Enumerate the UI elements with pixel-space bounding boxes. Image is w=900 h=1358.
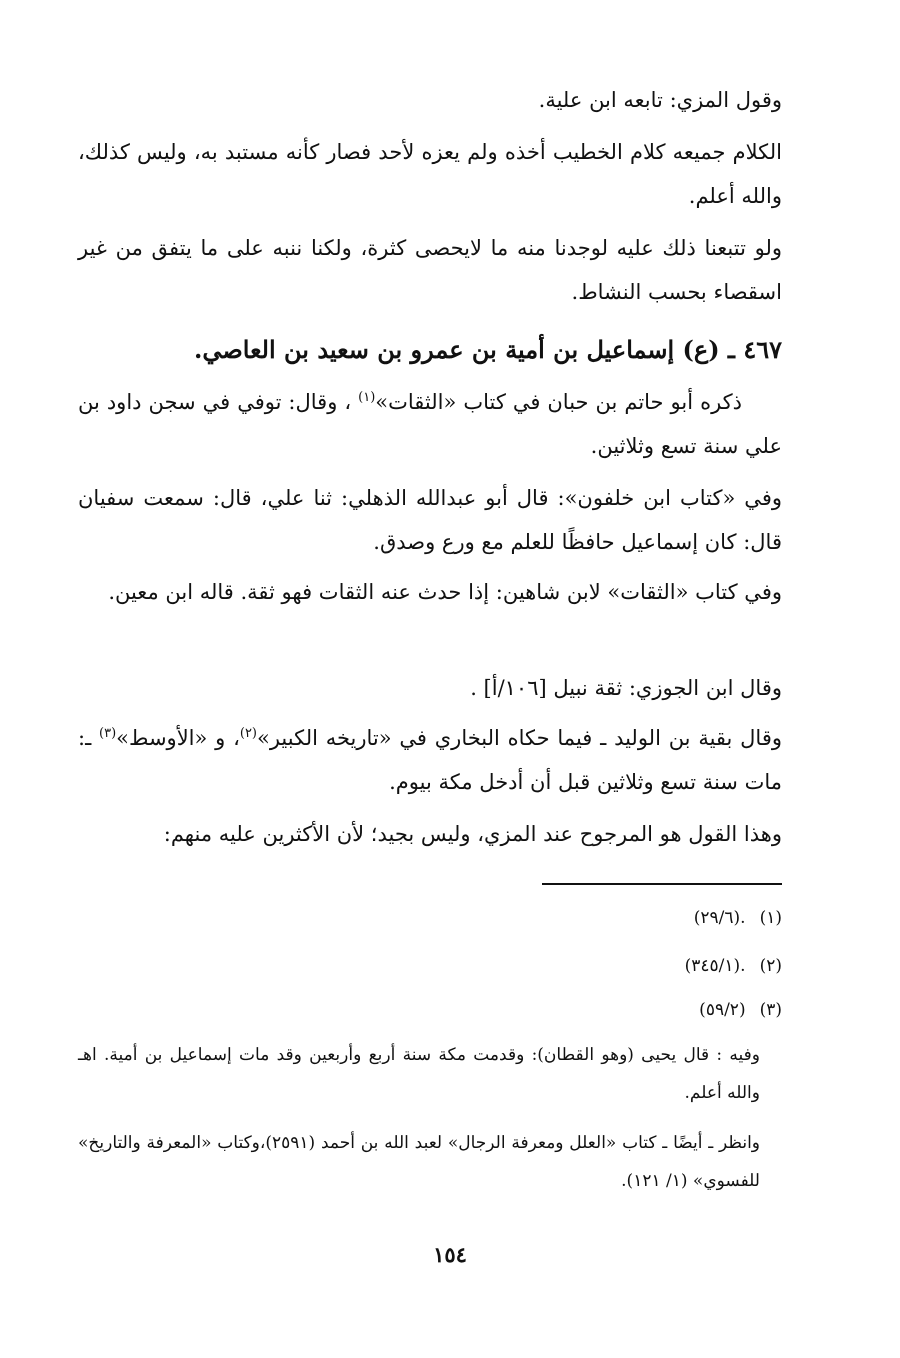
footnote-number: (٢) — [759, 956, 782, 976]
footnote-note-text: وانظر ـ أيضًا ـ كتاب «العلل ومعرفة الرجال» لعبد الله بن أحمد (٢٥٩١)،وكتاب «المعرفة والتاريخ» للفسوي» (١/ ١٢١). — [78, 1133, 760, 1191]
footnote-divider — [542, 883, 782, 885]
footnote-1 — [78, 904, 782, 932]
paragraph-text: وقال ابن الجوزي: ثقة نبيل [١٠٦/أ] . — [470, 676, 782, 700]
paragraph-text: وقول المزي: تابعه ابن علية. — [538, 88, 782, 112]
paragraph-mizzi-quote — [78, 78, 782, 122]
paragraph-text: الكلام جميعه كلام الخطيب أخذه ولم يعزه لأحد فصار كأنه مستبد به، وليس كذلك، والله أعلم. — [78, 140, 782, 208]
footnote-2 — [78, 952, 782, 980]
paragraph-tracking-note — [78, 226, 782, 314]
footnote-text: .(٢٩/٦) — [693, 908, 746, 928]
footnote-number: (٣) — [759, 1000, 782, 1020]
footnote-3-note-qattan — [78, 1036, 760, 1112]
paragraph-text: وفي «كتاب ابن خلفون»: قال أبو عبدالله الذهلي: ثنا علي، قال: سمعت سفيان قال: كان إسماعيل حافظًا للعلم مع ورع وصدق. — [78, 486, 782, 554]
page-number: ١٥٤ — [433, 1242, 467, 1267]
footnote-ref-2[interactable]: (٢) — [239, 726, 257, 741]
paragraph-majority-view — [78, 812, 782, 856]
paragraph-ibn-shahin — [78, 570, 782, 614]
paragraph-text: ذكره أبو حاتم بن حبان في كتاب «الثقات» — [375, 390, 743, 414]
paragraph-text: وفي كتاب «الثقات» لابن شاهين: إذا حدث عنه الثقات فهو ثقة. قاله ابن معين. — [108, 580, 782, 604]
paragraph-text: وهذا القول هو المرجوح عند المزي، وليس بجيد؛ لأن الأكثرين عليه منهم: — [163, 822, 782, 846]
entry-heading-text: ٤٦٧ ـ (ع) إسماعيل بن أمية بن عمرو بن سعيد بن العاصي. — [194, 335, 782, 364]
footnote-text: .(٣٤٥/١) — [684, 956, 746, 976]
footnote-note-text: وفيه : قال يحيى (وهو القطان): وقدمت مكة سنة أربع وأربعين وقد مات إسماعيل بن أمية. اهـ والله أعلم. — [78, 1045, 760, 1103]
paragraph-text: ولو تتبعنا ذلك عليه لوجدنا منه ما لايحصى كثرة، ولكنا ننبه على ما يتفق من غير اسقصاء بحسب النشاط. — [78, 236, 782, 304]
paragraph-text: وقال بقية بن الوليد ـ فيما حكاه البخاري في «تاريخه الكبير» — [257, 726, 783, 750]
paragraph-ibn-jawzi — [78, 666, 782, 710]
paragraph-khatib-comment — [78, 130, 782, 218]
paragraph-baqiyya — [78, 716, 782, 804]
footnote-ref-1[interactable]: (١) — [358, 390, 376, 405]
footnote-number: (١) — [759, 908, 782, 928]
paragraph-text: ـ: مات سنة تسع وثلاثين قبل أن أدخل مكة بيوم. — [78, 726, 782, 794]
paragraph-ibn-hibban — [78, 380, 782, 468]
entry-heading — [78, 330, 782, 370]
paragraph-text: ، وقال: توفي في سجن داود بن علي سنة تسع وثلاثين. — [78, 390, 782, 458]
paragraph-ibn-khalfun — [78, 476, 782, 564]
paragraph-text: ، و «الأوسط» — [116, 726, 240, 750]
footnote-ref-3[interactable]: (٣) — [99, 726, 117, 741]
footnote-3-note-references — [78, 1124, 760, 1200]
footnote-3 — [78, 996, 782, 1024]
footnote-text: (٥٩/٢) — [699, 1000, 746, 1020]
